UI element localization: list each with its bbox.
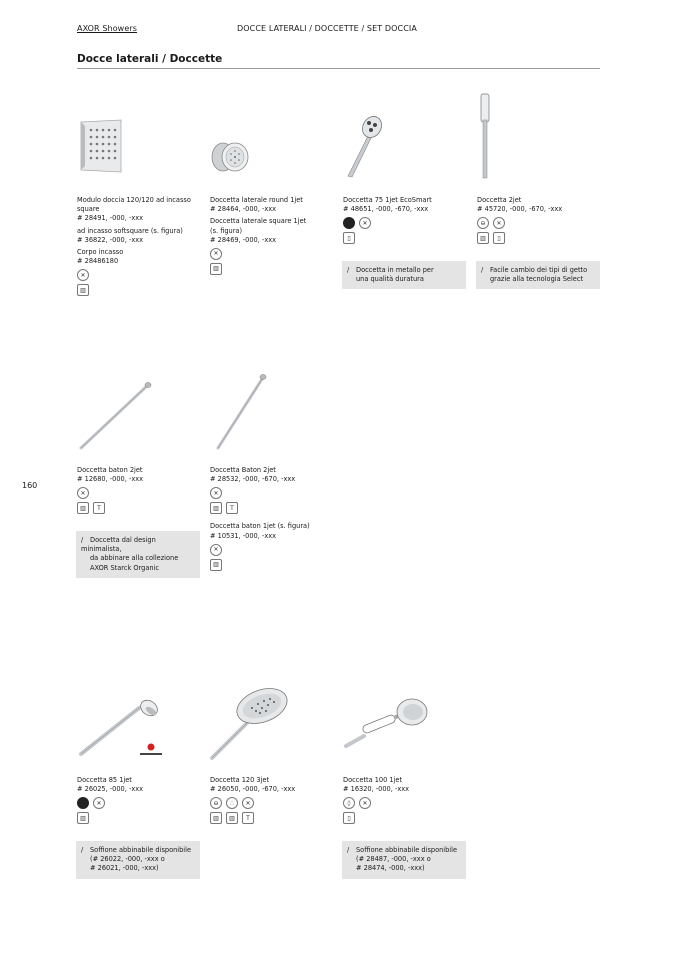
- holder-icon: ▯: [493, 232, 505, 244]
- product-code: # 28532, -000, -670, -xxx: [210, 475, 296, 484]
- product-text: ad incasso softsquare (s. figura): [77, 226, 183, 235]
- note-text: Facile cambio dei tipi di getto: [490, 266, 588, 274]
- rail-mount-icon: ▥: [210, 263, 222, 275]
- ecosmart-icon: [77, 797, 89, 809]
- square-shower-module-image: [77, 118, 125, 174]
- feature-note: / Soffione abbinabile disponibile (# 28487, -000, -xxx o # 28474, -000, -xxx): [342, 841, 466, 879]
- rail-mount-icon: ▥: [77, 502, 89, 514]
- spray-type-icon: ✕: [210, 544, 222, 556]
- note-text: una qualità duratura: [356, 275, 424, 284]
- note-text: Soffione abbinabile disponibile: [90, 846, 192, 854]
- product-text: Doccetta 85 1jet: [77, 776, 132, 784]
- rail-mount-icon: ▥: [77, 812, 89, 824]
- page-title: Docce laterali / Doccette: [77, 53, 223, 65]
- product-doccetta-100: [343, 776, 468, 824]
- ecosmart-icon: [343, 217, 355, 229]
- note-text: grazie alla tecnologia Select: [490, 275, 584, 284]
- product-text: Corpo incasso: [77, 248, 124, 257]
- rail-mount-icon: ▥: [226, 812, 238, 824]
- note-text: (# 26022, -000, -xxx o: [90, 855, 165, 864]
- rail-mount-icon: ▥: [77, 284, 89, 296]
- product-text: Doccetta 75 1jet EcoSmart: [343, 196, 432, 204]
- select-icon: ⊖: [210, 797, 222, 809]
- feature-note: / Soffione abbinabile disponibile (# 26022, -000, -xxx o # 26021, -000, -xxx): [76, 841, 200, 879]
- product-doccetta-laterale: [210, 196, 335, 275]
- spray-type-icon: ✕: [359, 797, 371, 809]
- spray-type-icon: ✕: [359, 217, 371, 229]
- note-text: Doccetta in metallo per: [356, 266, 434, 274]
- product-code: # 26025, -000, -xxx: [77, 785, 144, 794]
- product-text: Modulo doccia 120/120 ad incasso: [77, 196, 191, 204]
- spray-type-icon: ✕: [210, 487, 222, 499]
- spray-type-icon: ✕: [242, 797, 254, 809]
- section-label: DOCCE LATERALI / DOCCETTE / SET DOCCIA: [237, 24, 417, 33]
- baton-2jet-image: [77, 378, 155, 452]
- product-baton-2jet-28532: [210, 466, 335, 571]
- design-award-logo: [138, 743, 164, 757]
- product-baton-2jet: [77, 466, 202, 514]
- product-code: # 48651, -000, -670, -xxx: [343, 205, 429, 214]
- holder-icon: T: [242, 812, 254, 824]
- round-side-shower-image: [209, 140, 251, 174]
- product-text: Doccetta Baton 2jet: [210, 466, 276, 474]
- handshower-2jet-image: [476, 92, 496, 180]
- product-code: # 12680, -000, -xxx: [77, 475, 144, 484]
- product-text: Doccetta laterale square 1jet: [210, 217, 307, 226]
- holder-icon: T: [226, 502, 238, 514]
- product-text: Doccetta laterale round 1jet: [210, 196, 303, 204]
- product-text: Doccetta baton 2jet: [77, 466, 143, 474]
- handshower-75-image: [342, 110, 384, 180]
- spray-type-icon: ✕: [77, 269, 89, 281]
- product-text: square: [77, 205, 100, 214]
- rail-mount-icon: ▥: [210, 502, 222, 514]
- note-text: # 28474, -000, -xxx): [356, 864, 425, 873]
- product-code: # 28486180: [77, 257, 119, 266]
- spray-type-icon: ✕: [493, 217, 505, 229]
- handshower-100-image: [342, 696, 430, 752]
- product-text: Doccetta 120 3jet: [210, 776, 270, 784]
- water-drop-icon: ◊: [343, 797, 355, 809]
- rail-mount-icon: ▯: [343, 812, 355, 824]
- product-code: # 10531, -000, -xxx: [210, 531, 277, 540]
- spray-type-icon: ✕: [210, 248, 222, 260]
- note-text: (# 28487, -000, -xxx o: [356, 855, 431, 864]
- note-text: da abbinare alla collezione: [90, 554, 179, 563]
- spray-type-icon: ✕: [93, 797, 105, 809]
- brand-label: AXOR Showers: [77, 24, 138, 33]
- rail-mount-icon: ▥: [210, 559, 222, 571]
- feature-note: / Doccetta dal design minimalista, da abbinare alla collezione AXOR Starck Organic: [76, 531, 200, 578]
- page-number: 160: [22, 481, 38, 490]
- product-code: # 45720, -000, -670, -xxx: [477, 205, 563, 214]
- product-text: Doccetta 2jet: [477, 196, 522, 204]
- title-divider: [77, 68, 600, 69]
- baton-2jet-standing-image: [212, 372, 268, 452]
- product-code: # 36822, -000, -xxx: [77, 235, 144, 244]
- spray-type-icon: ✕: [77, 487, 89, 499]
- product-doccetta-85: [77, 776, 202, 824]
- product-code: # 28469, -000, -xxx: [210, 235, 277, 244]
- select-icon: ⊖: [477, 217, 489, 229]
- product-doccetta-120: [210, 776, 335, 824]
- note-text: Soffione abbinabile disponibile: [356, 846, 458, 854]
- product-text: Doccetta 100 1jet: [343, 776, 403, 784]
- product-text: (s. figura): [210, 226, 243, 235]
- rain-spray-icon: ∴: [226, 797, 238, 809]
- holder-icon: T: [93, 502, 105, 514]
- rail-mount-icon: ▥: [477, 232, 489, 244]
- feature-note: / Facile cambio dei tipi di getto grazie alla tecnologia Select: [476, 261, 600, 289]
- product-code: # 26050, -000, -670, -xxx: [210, 785, 296, 794]
- note-text: AXOR Starck Organic: [90, 563, 160, 572]
- product-modulo-doccia: [77, 196, 202, 296]
- handshower-120-3jet-image: [208, 686, 290, 762]
- note-text: # 26021, -000, -xxx): [90, 864, 159, 873]
- product-code: # 28464, -000, -xxx: [210, 205, 277, 214]
- rail-mount-icon: ▯: [343, 232, 355, 244]
- product-code: # 16320, -000, -xxx: [343, 785, 410, 794]
- product-text: Doccetta baton 1jet (s. figura): [210, 522, 310, 531]
- product-doccetta-75: [343, 196, 468, 244]
- rail-mount-icon: ▥: [210, 812, 222, 824]
- feature-note: / Doccetta in metallo per una qualità duratura: [342, 261, 466, 289]
- product-code: # 28491, -000, -xxx: [77, 214, 144, 223]
- product-doccetta-2jet: [477, 196, 602, 244]
- note-text: Doccetta dal design minimalista,: [81, 536, 156, 554]
